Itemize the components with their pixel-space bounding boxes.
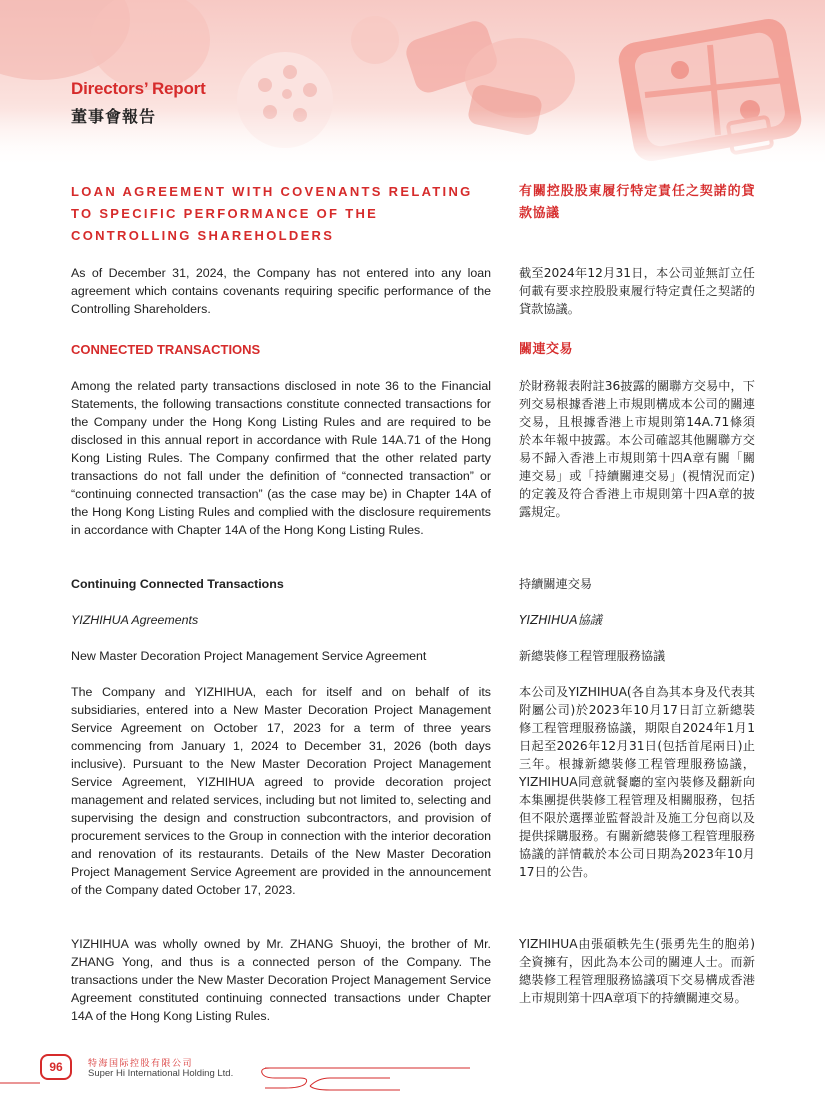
- loan-heading-zh: 有關控股股東履行特定責任之契諾的貸款協議: [519, 184, 755, 221]
- agreement-body-en: The Company and YIZHIHUA, each for itself and on behalf of its subsidiaries, entered into a New Master Decoration Project Management Service Agreement on October 17, 2023 for a term of three years commencing from January 1, 2024 to December 31, 2026 (both days inclusive). Pursuant to the New Master Decoration Project Management Service Agreement, YIZHIHUA agreed to provide decoration project management and related services, including but not limited to, selecting and supervising the design and construction subcontractors, and provision of procurement services to the Group in connection with the interior decoration and renovation of its restaurants. Details of the New Master Decoration Project Management Service Agreement are provided in the announcement of the Company dated October 17, 2023.: [71, 685, 491, 897]
- yizhihua-ownership-zh: YIZHIHUA由張碩軼先生(張勇先生的胞弟)全資擁有，因此為本公司的關連人士。而新總裝修工程管理服務協議項下交易構成香港上市規則第十四A章項下的持續關連交易。: [519, 937, 755, 1005]
- agreement-title-zh: 新總裝修工程管理服務協議: [519, 649, 666, 663]
- yizhihua-ownership-en: YIZHIHUA was wholly owned by Mr. ZHANG Shuoyi, the brother of Mr. ZHANG Yong, and thus is a connected person of the Company. The transactions under the New Master Decoration Project Management Service Agreement constituted continuing connected transactions under Chapter 14A of the Hong Kong Listing Rules.: [71, 937, 491, 1023]
- continuing-heading-en: Continuing Connected Transactions: [71, 577, 284, 591]
- yizhihua-subheading-zh: YIZHIHUA協議: [519, 613, 602, 627]
- loan-heading-en: LOAN AGREEMENT WITH COVENANTS RELATING TO SPECIFIC PERFORMANCE OF THE CONTROLLING SHAREHOLDERS: [71, 184, 473, 243]
- yizhihua-subheading-en: YIZHIHUA Agreements: [71, 613, 199, 627]
- report-title-en: Directors’ Report: [71, 79, 206, 98]
- agreement-body-zh: 本公司及YIZHIHUA(各自為其本身及代表其附屬公司)於2023年10月17日訂立新總裝修工程管理服務協議，期限自2024年1月1日起至2026年12月31日(包括首尾兩日)止三年。根據新總裝修工程管理服務協議，YIZHIHUA同意就餐廳的室內裝修及翻新向本集團提供裝修工程管理及相關服務，包括但不限於選擇並監督設計及施工分包商以及提供採購服務。有關新總裝修工程管理服務協議的詳情載於本公司日期為2023年10月17日的公告。: [519, 685, 755, 879]
- connected-body-en: Among the related party transactions disclosed in note 36 to the Financial Statements, the following transactions constitute connected transactions for the Company under the Hong Kong Listing Rules and are required to be disclosed in this annual report in accordance with Rule 14A.71 of the Hong Kong Listing Rules. The Company confirmed that the other related party transactions do not fall under the definition of “connected transaction” or “continuing connected transaction” (as the case may be) in Chapter 14A of the Hong Kong Listing Rules and complied with the disclosure requirements in accordance with Chapter 14A of the Hong Kong Listing Rules.: [71, 379, 491, 537]
- loan-body-zh: 截至2024年12月31日，本公司並無訂立任何載有要求控股股東履行特定責任之契諾的貸款協議。: [519, 266, 755, 316]
- connected-body-zh: 於財務報表附註36披露的關聯方交易中，下列交易根據香港上市規則構成本公司的關連交易，且根據香港上市規則第14A.71條須於本年報中披露。本公司確認其他關聯方交易不歸入香港上市規則第十四A章有關「關連交易」或「持續關連交易」(視情況而定)的定義及符合香港上市規則第十四A章的披露規定。: [519, 379, 755, 519]
- footer-decoration: [0, 1060, 480, 1100]
- footer-company-en: Super Hi International Holding Ltd.: [88, 1068, 234, 1079]
- agreement-title-en: New Master Decoration Project Management Service Agreement: [71, 649, 427, 663]
- connected-heading-zh: 關連交易: [519, 342, 574, 357]
- report-title-zh: 董事會報告: [71, 107, 157, 126]
- connected-heading-en: CONNECTED TRANSACTIONS: [71, 342, 261, 357]
- page-number: 96: [40, 1054, 72, 1080]
- continuing-heading-zh: 持續關連交易: [519, 577, 593, 591]
- footer-company-zh: 特海国际控股有限公司: [88, 1059, 194, 1069]
- loan-body-en: As of December 31, 2024, the Company has not entered into any loan agreement which contains covenants requiring specific performance of the Controlling Shareholders.: [71, 266, 491, 316]
